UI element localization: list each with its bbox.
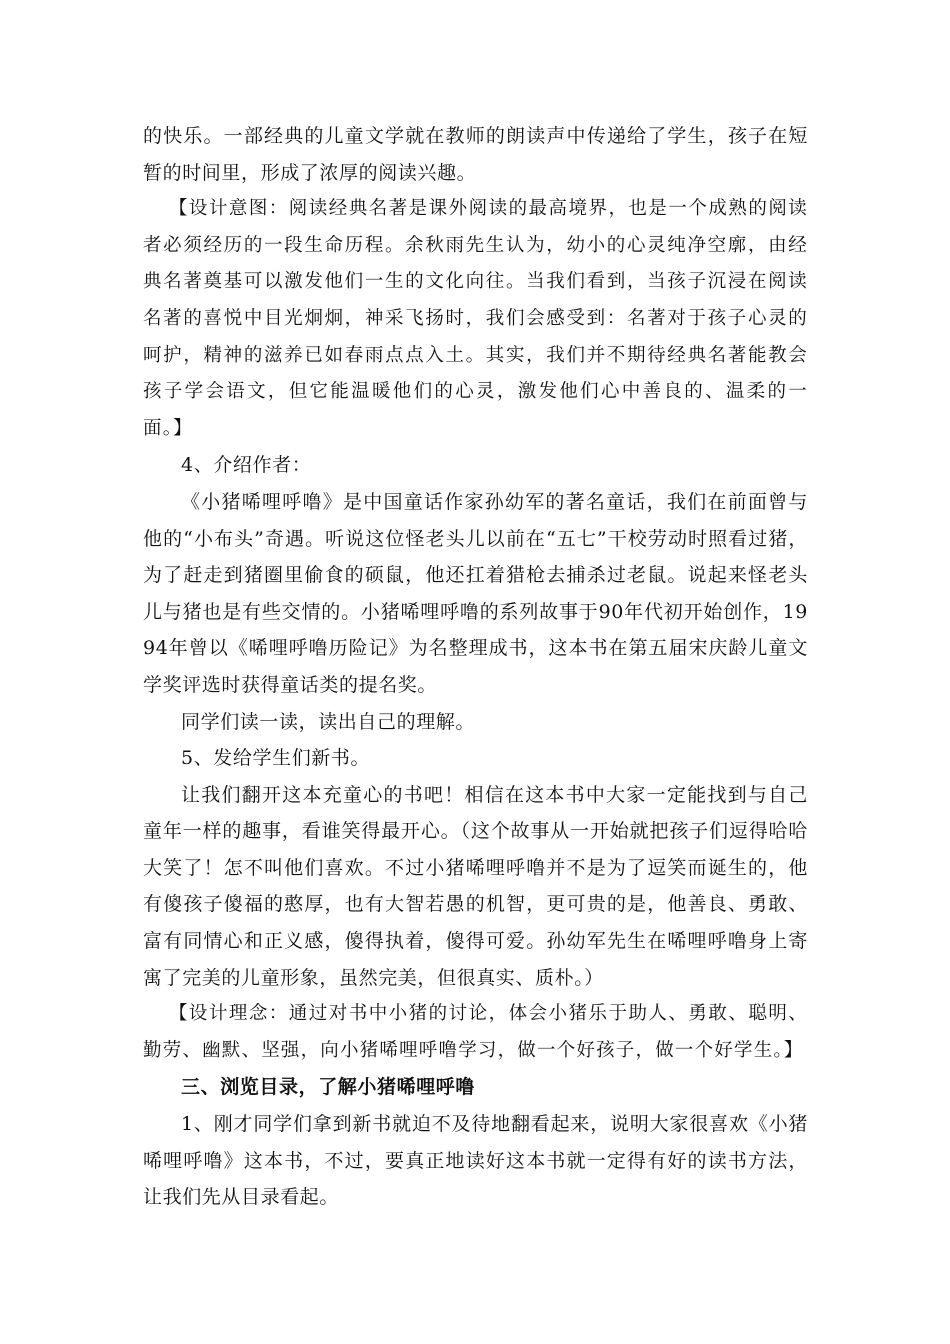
design-intent-note: 【设计意图：阅读经典名著是课外阅读的最高境界，也是一个成熟的阅读者必须经历的一段生命历程。余秋雨先生认为，幼小的心灵纯净空廓，由经典名著奠基可以激发他们一生的文化向往。当我们看到，当孩子沉浸在阅读名著的喜悦中目光炯炯，神采飞扬时，我们会感受到：名著对于孩子心灵的呵护，精神的滋养已如春雨点点入土。其实，我们并不期待经典名著能教会孩子学会语文，但它能温暖他们的心灵，激发他们心中善良的、温柔的一面。】 [143, 198, 808, 439]
author-introduction-paragraph: 《小猪唏哩呼噜》是中国童话作家孙幼军的著名童话，我们在前面曾与他的“小布头”奇遇。听说这位怪老头儿以前在“五七”干校劳动时照看过猪，为了赶走到猪圈里偷食的硕鼠，他还扛着猎枪去捕杀过老鼠。说起来怪老头儿与猪也是有些交情的。小猪唏哩呼噜的系列故事于90年代初开始创作，1994年曾以《唏哩呼噜历险记》为名整理成书，这本书在第五届宋庆龄儿童文学奖评选时获得童话类的提名奖。 [143, 490, 808, 696]
document-body [143, 118, 808, 1216]
step-heading-distribute-books: 5、发给学生们新书。 [181, 747, 371, 770]
book-introduction-paragraph: 让我们翻开这本充童心的书吧！相信在这本书中大家一定能找到与自己童年一样的趣事，看谁笑得最开心。（这个故事从一开始就把孩子们逗得哈哈大笑了！怎不叫他们喜欢。不过小猪唏哩呼噜并不是为了逗笑而诞生的，他有傻孩子傻福的憨厚，也有大智若愚的机智，更可贵的是，他善良、勇敢、富有同情心和正义感，傻得执着，傻得可爱。孙幼军先生在唏哩呼噜身上寄寓了完美的儿童形象，虽然完美，但很真实、质朴。） [143, 783, 808, 989]
step-heading-introduce-author: 4、介绍作者： [181, 454, 312, 477]
reading-instruction: 同学们读一读，读出自己的理解。 [181, 710, 476, 733]
paragraph-continuation: 的快乐。一部经典的儿童文学就在教师的朗读声中传递给了学生，孩子在短暂的时间里，形成了浓厚的阅读兴趣。 [143, 125, 808, 184]
design-concept-note: 【设计理念：通过对书中小猪的讨论，体会小猪乐于助人、勇敢、聪明、勤劳、幽默、坚强，向小猪唏哩呼噜学习，做一个好孩子，做一个好学生。】 [143, 1003, 808, 1061]
section-heading-browse-contents: 三、浏览目录，了解小猪唏哩呼噜 [181, 1076, 476, 1099]
contents-intro-paragraph: 1、刚才同学们拿到新书就迫不及待地翻看起来，说明大家很喜欢《小猪唏哩呼噜》这本书，不过，要真正地读好这本书就一定得有好的读书方法，让我们先从目录看起。 [143, 1113, 808, 1209]
